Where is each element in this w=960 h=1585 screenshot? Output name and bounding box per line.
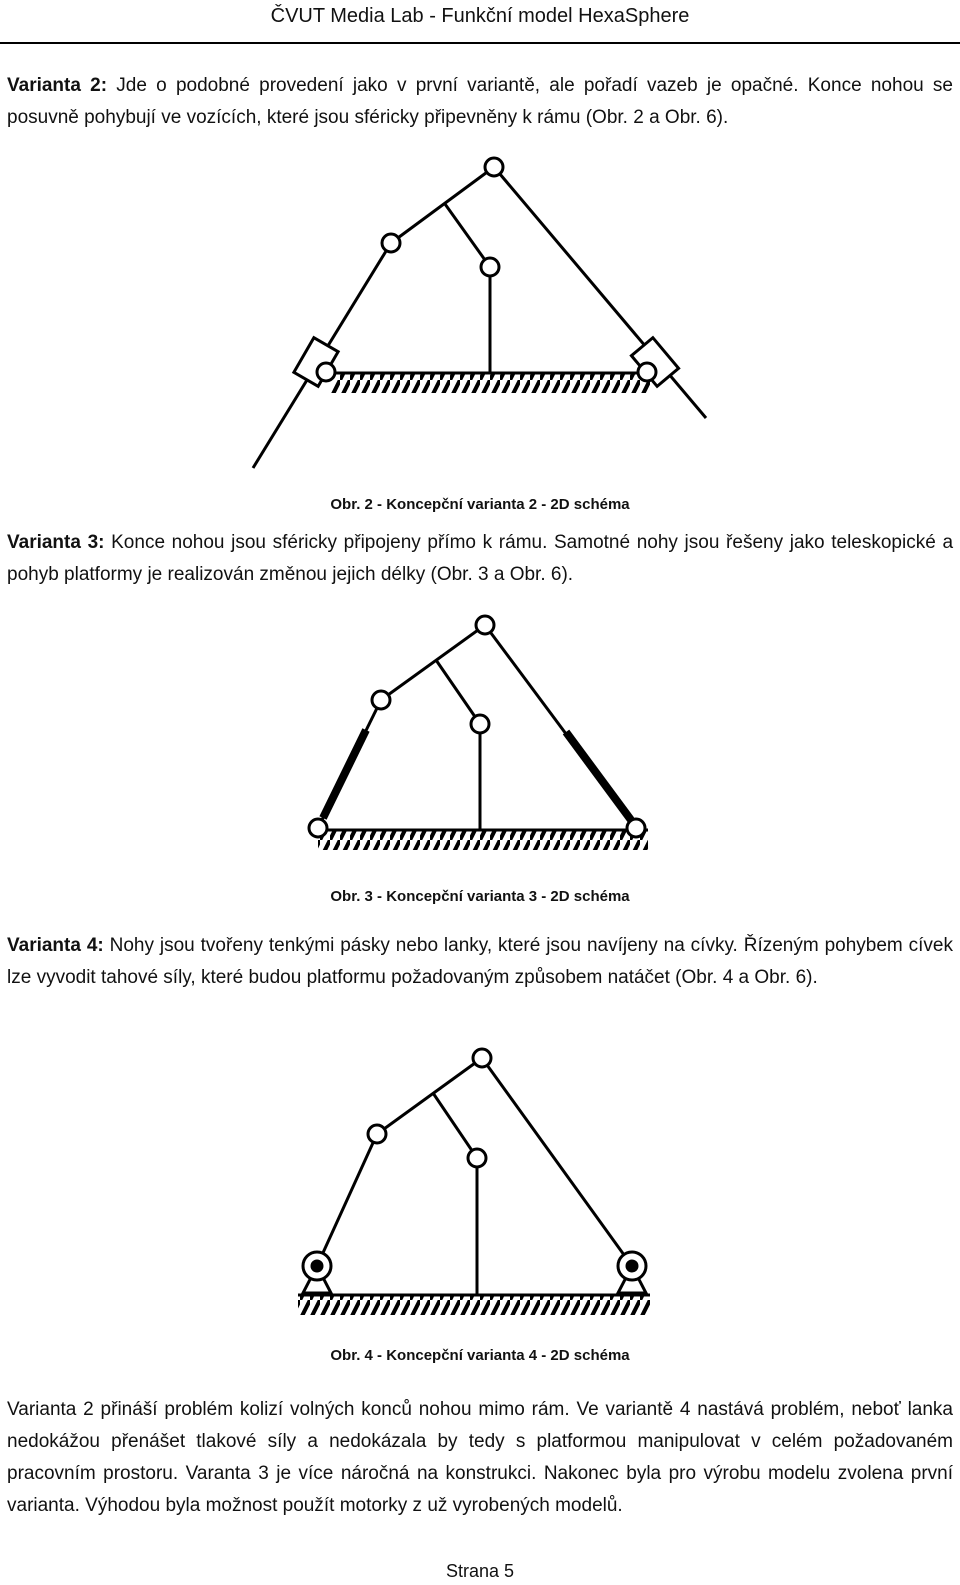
joint-top [476,616,494,634]
variant-4-text: Nohy jsou tvořeny tenkými pásky nebo lanky, které jsou navíjeny na cívky. Řízeným pohybem cívek lze vyvodit tahové síly, které budou platformu požadovaným způsobem natáčet (Obr. 4 a Obr. 6). [7,935,953,988]
joint-base-left [309,819,327,837]
figure-3-schema [0,610,960,860]
joint-top [473,1049,491,1067]
figure-4-caption: Obr. 4 - Koncepční varianta 4 - 2D schéma [330,1347,630,1364]
joint-left [372,691,390,709]
joint-center [471,715,489,733]
joint-base-left [317,363,335,381]
joint-base-right [627,819,645,837]
joint-base-right [638,363,656,381]
frame-base [318,830,648,850]
frame-base [330,373,650,393]
figure-3-caption: Obr. 3 - Koncepční varianta 3 - 2D schéma [330,888,630,905]
variant-3-label: Varianta 3: [7,532,105,553]
header-divider [0,42,960,44]
joint-center [468,1149,486,1167]
cable-right [482,1058,632,1266]
variant-3-text: Konce nohou jsou sféricky připojeny přímo k rámu. Samotné nohy jsou řešeny jako teleskopické a pohyb platformy je realizován změnou jejich délky (Obr. 3 a Obr. 6). [7,532,954,585]
telescopic-right [566,732,631,820]
paragraph-variant-2 [7,70,953,134]
telescopic-left [323,730,366,818]
figure-2-caption: Obr. 2 - Koncepční varianta 2 - 2D schéma [330,496,630,513]
joint-top [485,158,503,176]
page-header: ČVUT Media Lab - Funkční model HexaSphere [270,5,690,27]
variant-2-label: Varianta 2: [7,75,108,96]
joint-center [481,258,499,276]
joint-left [368,1125,386,1143]
figure-4-schema [0,1040,960,1320]
variant-4-label: Varianta 4: [7,935,104,956]
cable-left [317,1134,377,1266]
figure-2-schema [0,150,960,480]
frame-base [298,1295,650,1315]
page-number: Strana 5 [445,1561,515,1581]
variant-2-text: Jde o podobné provedení jako v první variantě, ale pořadí vazeb je opačné. Konce nohou se posuvně pohybují ve vozících, které jsou sféricky připevněny k rámu (Obr. 2 a Obr. 6). [7,75,953,128]
paragraph-variant-4 [7,930,953,994]
paragraph-variant-3 [7,527,953,591]
paragraph-conclusion: Varianta 2 přináší problém kolizí volných konců nohou mimo rám. Ve variantě 4 nastává problém, neboť lanka nedokážou přenášet tlakové síly a nedokázala by tedy s platformou manipulovat v celém požadovaném pracovním prostoru. Varanta 3 je více náročná na konstrukci. Nakonec byla pro výrobu modelu zvolena první varianta. Výhodou byla možnost použít motorky z už vyrobených modelů. [7,1399,953,1516]
joint-left [382,234,400,252]
